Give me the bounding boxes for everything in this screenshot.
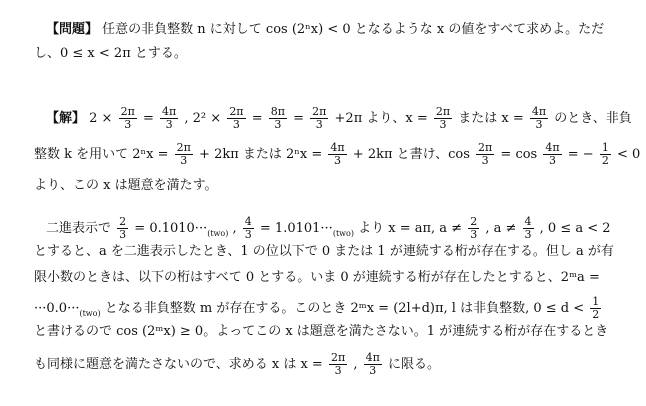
numerator: 2π [229, 105, 244, 118]
text: , 0 ≤ a < 2 [539, 221, 611, 236]
text: , a ≠ [485, 221, 517, 236]
fraction [175, 142, 193, 167]
denominator: 3 [364, 364, 382, 377]
solution-line-3 [0, 178, 646, 194]
fraction [243, 216, 254, 241]
numerator: 4 [524, 215, 532, 228]
paragraph2-line-3 [0, 270, 646, 286]
text: より、この x は題意を満たす。 [34, 178, 218, 193]
fraction [600, 142, 611, 167]
subscript: (two) [207, 229, 229, 238]
text: または x = [458, 111, 524, 126]
text: も同様に題意を満たさないので、求める x は x = [34, 357, 323, 372]
numerator: 4π [545, 141, 560, 154]
paragraph2-line-4 [0, 296, 646, 322]
text: 2 × [89, 111, 113, 126]
fraction [119, 106, 137, 131]
subscript: (two) [79, 309, 101, 318]
denominator: 3 [119, 228, 127, 241]
numerator: 2π [120, 105, 135, 118]
problem-text-1: 任意の非負整数 n に対して cos (2ⁿx) < 0 となるような x の値をすべて求めよ。ただ [102, 22, 605, 37]
text: となる非負整数 m が存在する。このとき 2ᵐx = (2l+d)π, l は非負整数, 0 ≤ d < [104, 301, 585, 316]
denominator: 3 [476, 154, 494, 167]
denominator: 3 [329, 364, 347, 377]
text: 限小数のときは、以下の桁はすべて 0 とする。いま 0 が連続する桁が存在したとすると、2ᵐa = [34, 270, 600, 285]
text: = [142, 111, 154, 126]
fraction [310, 106, 328, 131]
problem-label: 【問題】 [46, 22, 99, 37]
solution-line-1 [0, 106, 646, 131]
text: ···0.0··· [34, 301, 80, 316]
text: に限る。 [388, 357, 441, 372]
numerator: 4π [330, 141, 345, 154]
text: , [232, 221, 237, 236]
numerator: 2 [119, 215, 127, 228]
denominator: 3 [227, 118, 245, 131]
numerator: 1 [592, 295, 600, 308]
numerator: 2π [176, 141, 191, 154]
fraction [227, 106, 245, 131]
denominator: 3 [310, 118, 328, 131]
denominator: 3 [160, 118, 178, 131]
text: = [293, 111, 305, 126]
problem-line-2 [0, 46, 646, 62]
text: = cos [500, 147, 538, 162]
paragraph2-line-2 [0, 244, 646, 260]
fraction [590, 296, 601, 321]
fraction [468, 216, 479, 241]
numerator: 4π [531, 105, 547, 118]
text: , 2² × [184, 111, 222, 126]
text: 整数 k を用いて 2ⁿx = [34, 147, 169, 162]
fraction [269, 106, 287, 131]
text: = − [567, 147, 594, 162]
denominator: 3 [543, 154, 561, 167]
fraction [530, 106, 548, 131]
numerator: 1 [601, 141, 609, 154]
text: = [251, 111, 263, 126]
denominator: 3 [470, 228, 478, 241]
numerator: 2π [435, 105, 451, 118]
denominator: 3 [244, 228, 252, 241]
text: より x = aπ, a ≠ [358, 221, 463, 236]
paragraph2-line-6 [0, 352, 646, 377]
fraction [523, 216, 534, 241]
denominator: 2 [601, 154, 609, 167]
paragraph2-line-1 [0, 216, 646, 242]
fraction [160, 106, 178, 131]
fraction [328, 142, 346, 167]
numerator: 2 [470, 215, 478, 228]
text: + 2kπ または 2ⁿx = [199, 147, 323, 162]
problem-text-2: し、0 ≤ x < 2π とする。 [34, 46, 187, 61]
denominator: 2 [592, 308, 600, 321]
denominator: 3 [269, 118, 287, 131]
text: = 1.0101··· [259, 221, 333, 236]
denominator: 3 [119, 118, 137, 131]
fraction [117, 216, 128, 241]
paragraph2-line-5 [0, 324, 646, 340]
numerator: 2π [330, 351, 346, 364]
subscript: (two) [332, 229, 354, 238]
numerator: 4π [162, 105, 177, 118]
numerator: 2π [312, 105, 327, 118]
denominator: 3 [434, 118, 452, 131]
text: +2π より、x = [334, 111, 428, 126]
text: < 0 [616, 147, 641, 162]
denominator: 3 [530, 118, 548, 131]
denominator: 3 [175, 154, 193, 167]
fraction [364, 352, 382, 377]
text: = 0.1010··· [134, 221, 208, 236]
numerator: 4 [244, 215, 252, 228]
text: + 2kπ と書け、cos [352, 147, 470, 162]
fraction [434, 106, 452, 131]
numerator: 2π [478, 141, 493, 154]
numerator: 8π [270, 105, 285, 118]
text: 二進表示で [46, 221, 112, 236]
solution-line-2 [0, 142, 646, 167]
text: と書けるので cos (2ᵐx) ≥ 0。よってこの x は題意を満たさない。1 が連続する桁が存在するとき [34, 324, 609, 339]
numerator: 4π [365, 351, 380, 364]
text: のとき、非負 [554, 111, 632, 126]
denominator: 3 [328, 154, 346, 167]
text: とすると、a を二進表示したとき、1 の位以下で 0 または 1 が連続する桁が存在する。但し a が有 [34, 244, 614, 259]
fraction [543, 142, 561, 167]
fraction [476, 142, 494, 167]
solution-label: 【解】 [46, 111, 86, 126]
fraction [329, 352, 347, 377]
text: , [353, 357, 358, 372]
denominator: 3 [524, 228, 532, 241]
problem-line-1 [0, 22, 646, 38]
